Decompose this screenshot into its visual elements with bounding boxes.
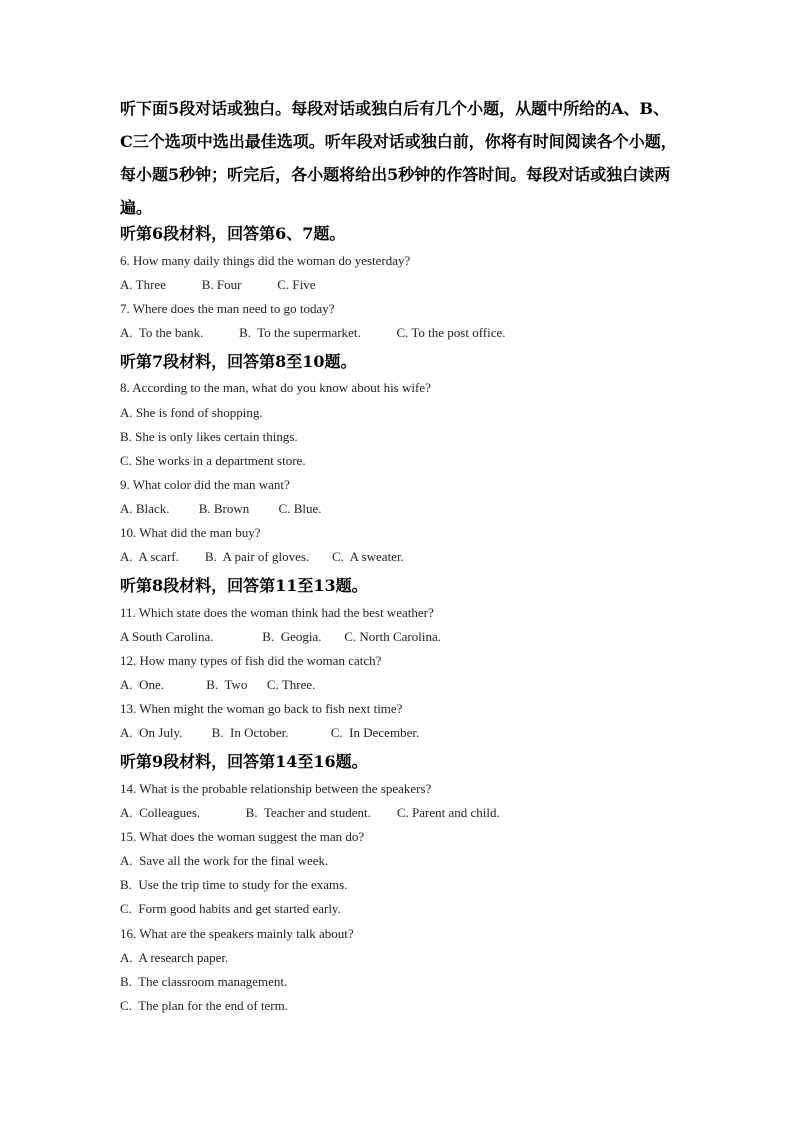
question-8-option-b: B. She is only likes certain things.: [120, 429, 298, 444]
question-16-option-b: B. The classroom management.: [120, 974, 288, 989]
question-7: 7. Where does the man need to go today?: [120, 301, 335, 316]
question-9: 9. What color did the man want?: [120, 477, 290, 492]
question-10: 10. What did the man buy?: [120, 525, 261, 540]
question-6: 6. How many daily things did the woman do yesterday?: [120, 253, 411, 268]
question-14-options: A. Colleagues. B. Teacher and student. C. Parent and child.: [120, 805, 500, 820]
section-heading-8: 听第8段材料，回答第11至13题。: [120, 576, 368, 595]
question-12: 12. How many types of fish did the woman catch?: [120, 653, 382, 668]
question-15-option-c: C. Form good habits and get started early.: [120, 901, 341, 916]
question-15: 15. What does the woman suggest the man do?: [120, 829, 365, 844]
section-heading-9: 听第9段材料，回答第14至16题。: [120, 752, 368, 771]
question-9-options: A. Black. B. Brown C. Blue.: [120, 501, 322, 516]
listening-instructions: 听下面5段对话或独白。每段对话或独白后有几个小题，从题中所给的A、B、C三个选项中选出最佳选项。听年段对话或独白前，你将有时间阅读各个小题，每小题5秒钟；听完后，各小题将给出5秒钟的作答时间。每段对话或独白读两遍。: [120, 99, 677, 217]
question-14: 14. What is the probable relationship between the speakers?: [120, 781, 432, 796]
question-7-options: A. To the bank. B. To the supermarket. C. To the post office.: [120, 325, 506, 340]
question-6-options: A. Three B. Four C. Five: [120, 277, 316, 292]
question-15-option-a: A. Save all the work for the final week.: [120, 853, 329, 868]
question-11: 11. Which state does the woman think had the best weather?: [120, 605, 434, 620]
question-10-options: A. A scarf. B. A pair of gloves. C. A sweater.: [120, 549, 404, 564]
question-16-option-c: C. The plan for the end of term.: [120, 998, 288, 1013]
section-heading-6: 听第6段材料，回答第6、7题。: [120, 224, 346, 243]
question-13: 13. When might the woman go back to fish next time?: [120, 701, 403, 716]
section-heading-7: 听第7段材料，回答第8至10题。: [120, 352, 357, 371]
question-16: 16. What are the speakers mainly talk about?: [120, 926, 354, 941]
question-12-options: A. One. B. Two C. Three.: [120, 677, 316, 692]
question-13-options: A. On July. B. In October. C. In December.: [120, 725, 420, 740]
question-16-option-a: A. A research paper.: [120, 950, 229, 965]
question-8: 8. According to the man, what do you know about his wife?: [120, 380, 431, 395]
question-11-options: A South Carolina. B. Geogia. C. North Carolina.: [120, 629, 442, 644]
question-8-option-c: C. She works in a department store.: [120, 453, 306, 468]
question-8-option-a: A. She is fond of shopping.: [120, 405, 263, 420]
question-15-option-b: B. Use the trip time to study for the exams.: [120, 877, 348, 892]
